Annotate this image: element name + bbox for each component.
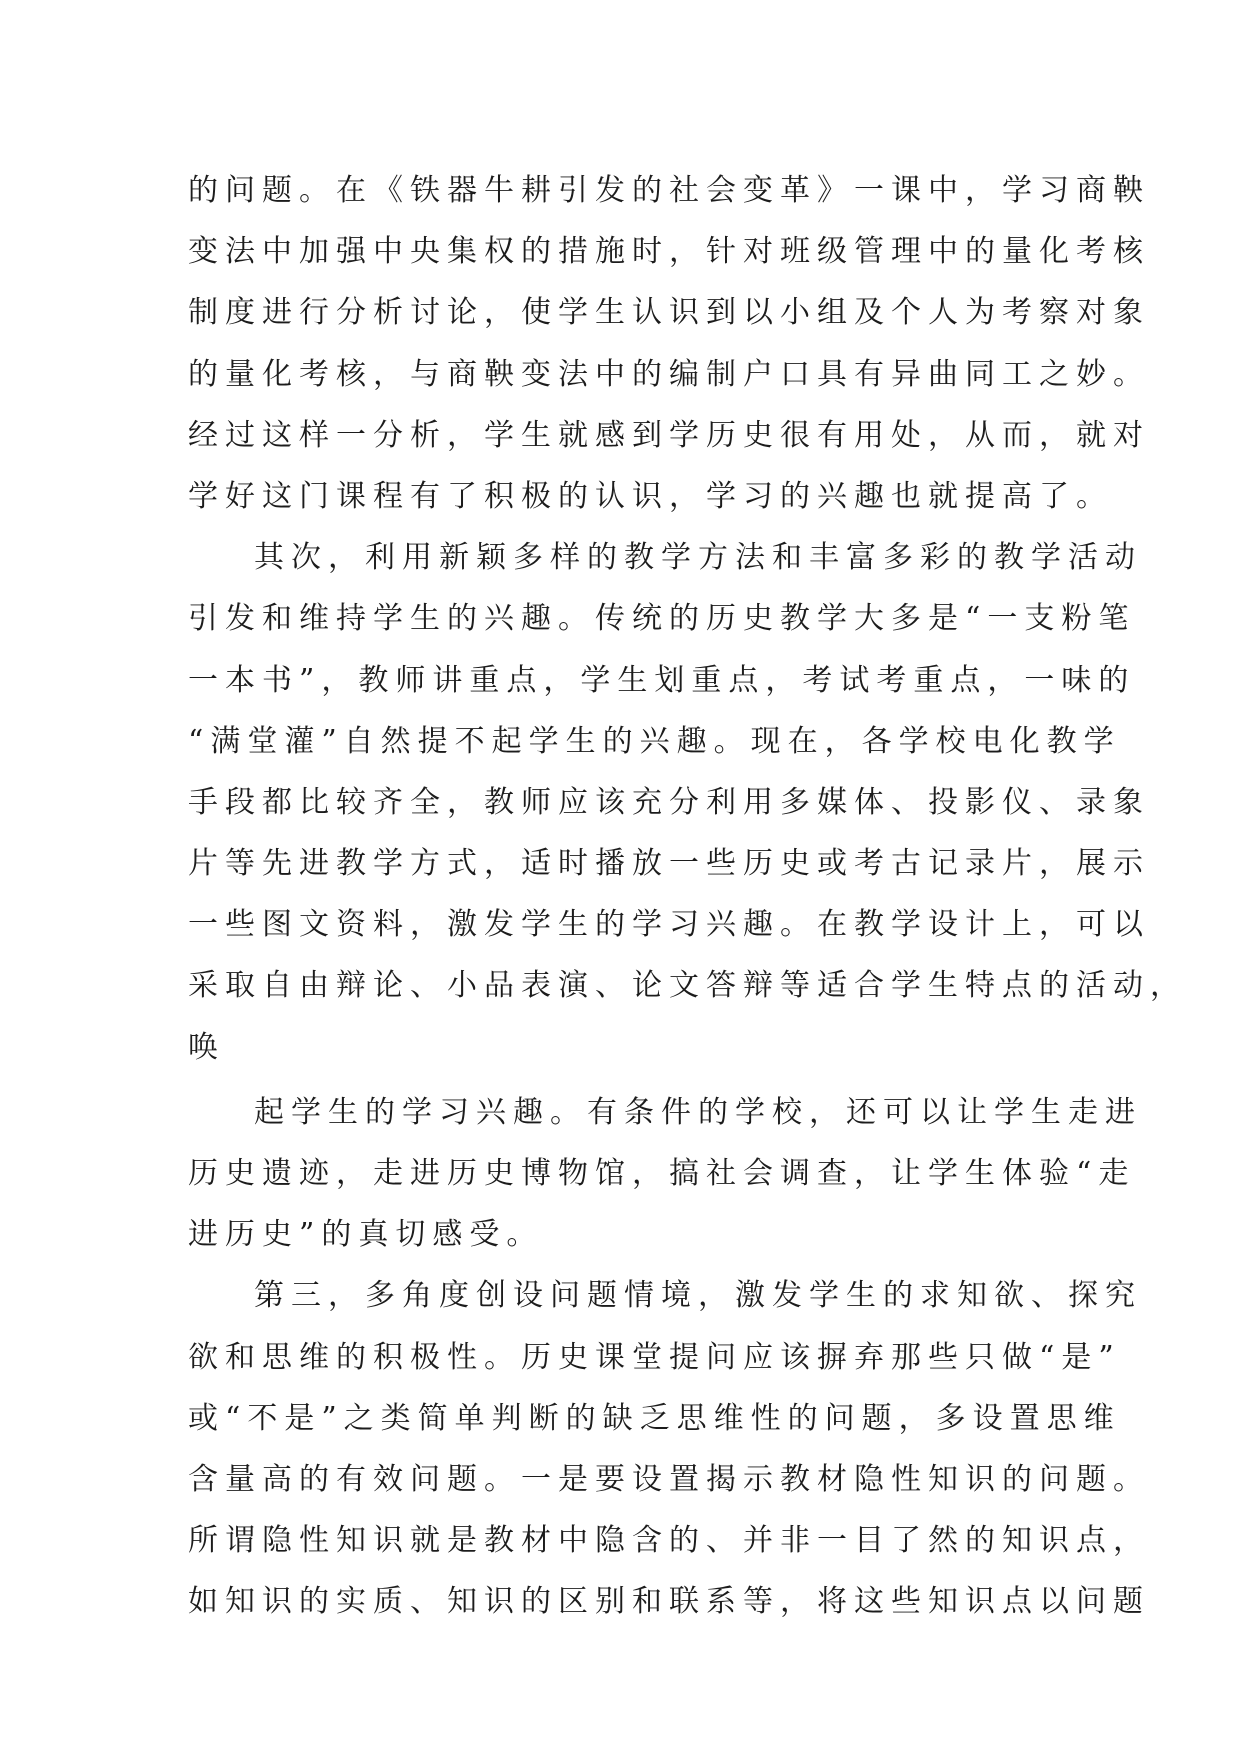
text-line: 引发和维持学生的兴趣。传统的历史教学大多是“一支粉笔 xyxy=(188,601,1136,637)
text-line: 含量高的有效问题。一是要设置揭示教材隐性知识的问题。 xyxy=(188,1461,1150,1497)
text-line: 片等先进教学方式，适时播放一些历史或考古记录片，展示 xyxy=(188,846,1150,882)
text-line: 欲和思维的积极性。历史课堂提问应该摒弃那些只做“是” xyxy=(188,1339,1121,1375)
paragraph-start-line: 起学生的学习兴趣。有条件的学校，还可以让学生走进 xyxy=(254,1094,1142,1130)
text-line: 一本书”，教师讲重点，学生划重点，考试考重点，一味的 xyxy=(188,662,1136,698)
text-line: 制度进行分析讨论，使学生认识到以小组及个人为考察对象 xyxy=(188,295,1150,331)
body-text xyxy=(188,160,1187,1633)
text-line: 或“不是”之类简单判断的缺乏思维性的问题，多设置思维 xyxy=(188,1400,1121,1436)
text-line: 学好这门课程有了积极的认识，学习的兴趣也就提高了。 xyxy=(188,478,1113,514)
text-line: 所谓隐性知识就是教材中隐含的、并非一目了然的知识点， xyxy=(188,1523,1150,1559)
text-line: 手段都比较齐全，教师应该充分利用多媒体、投影仪、录象 xyxy=(188,784,1150,820)
text-line: 的量化考核，与商鞅变法中的编制户口具有异曲同工之妙。 xyxy=(188,356,1150,392)
text-line: 的问题。在《铁器牛耕引发的社会变革》一课中，学习商鞅 xyxy=(188,173,1150,208)
text-line: 变法中加强中央集权的措施时，针对班级管理中的量化考核 xyxy=(188,234,1150,270)
text-line: 采取自由辩论、小品表演、论文答辩等适合学生特点的活动， xyxy=(188,968,1187,1004)
text-line: “满堂灌”自然提不起学生的兴趣。现在，各学校电化教学 xyxy=(188,723,1121,759)
text-line: 经过这样一分析，学生就感到学历史很有用处，从而，就对 xyxy=(188,417,1150,453)
text-line: 历史遗迹，走进历史博物馆，搞社会调查，让学生体验“走 xyxy=(188,1156,1136,1191)
paragraph-start-line: 其次，利用新颖多样的教学方法和丰富多彩的教学活动 xyxy=(254,540,1142,576)
text-line: 如知识的实质、知识的区别和联系等，将这些知识点以问题 xyxy=(188,1584,1150,1620)
text-line: 唤 xyxy=(188,1029,225,1065)
text-line: 一些图文资料，激发学生的学习兴趣。在教学设计上，可以 xyxy=(188,907,1150,943)
text-line: 进历史”的真切感受。 xyxy=(188,1217,544,1253)
paragraph-start-line: 第三，多角度创设问题情境，激发学生的求知欲、探究 xyxy=(254,1278,1142,1314)
